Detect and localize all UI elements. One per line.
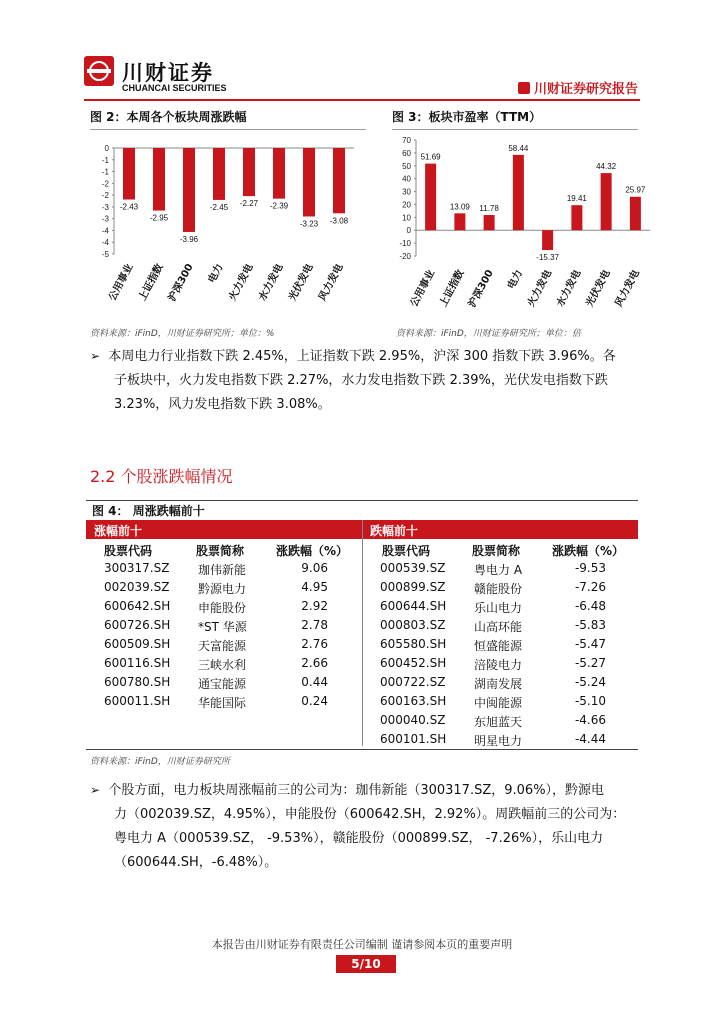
y-tick-label: 70: [402, 136, 411, 145]
gainer-name: 三峡水利: [198, 658, 247, 672]
y-tick-label: 0: [104, 144, 109, 153]
data-label: -3.08: [329, 216, 349, 226]
category-label: 电力: [505, 268, 526, 292]
data-label: -15.37: [536, 253, 559, 263]
gainer-code: 300317.SZ: [104, 561, 170, 575]
bullet-arrow-icon: ➢: [90, 783, 101, 797]
data-label: -2.39: [269, 201, 289, 211]
figure2-chart: [86, 132, 368, 322]
y-tick-label: -4: [101, 226, 109, 236]
loser-code: 605580.SH: [380, 637, 447, 651]
gainer-change: 0.44: [301, 675, 328, 689]
y-tick-label: 50: [402, 161, 411, 171]
bar: [123, 148, 135, 200]
paragraph-stock-summary: [90, 778, 650, 875]
bar: [601, 173, 612, 230]
para1-line1: 本周电力行业指数下跌 2.45%，上证指数下跌 2.95%，沪深 300 指数下跌 3.96%。各: [108, 349, 616, 364]
bar: [213, 148, 225, 200]
company-logo-icon: [84, 56, 114, 86]
y-tick-label: -1: [101, 167, 109, 177]
gainer-name: 申能股份: [198, 601, 247, 615]
gainer-name: 通宝能源: [198, 677, 247, 691]
data-label: 51.69: [420, 152, 441, 162]
y-tick-label: 40: [402, 174, 411, 184]
bar: [630, 197, 641, 230]
data-label: -2.43: [119, 202, 139, 212]
loser-name: 乐山电力: [474, 601, 523, 615]
table-bottom-rule: [86, 749, 638, 750]
loser-name: 山高环能: [474, 620, 523, 634]
data-label: -2.95: [149, 213, 169, 223]
page-number: 5/10: [336, 955, 396, 973]
category-label: 公用事业: [107, 262, 136, 303]
gainer-change: 2.66: [301, 656, 328, 670]
category-label: 火力发电: [525, 268, 555, 309]
loser-name: 涪陵电力: [474, 658, 523, 672]
data-label: 44.32: [596, 162, 617, 172]
y-tick-label: -4: [101, 238, 109, 248]
data-label: -2.45: [209, 202, 229, 212]
header-divider: [84, 99, 640, 101]
bar: [425, 164, 436, 231]
bar: [542, 230, 553, 250]
data-label: 25.97: [625, 185, 646, 195]
loser-change: -5.83: [574, 618, 606, 632]
gainer-code: 600116.SH: [104, 656, 171, 670]
category-label: 火力发电: [227, 262, 256, 303]
bar: [243, 148, 255, 196]
loser-change: -4.44: [574, 732, 606, 746]
loser-name: 中闽能源: [474, 696, 523, 710]
y-tick-label: -2: [101, 191, 109, 201]
data-label: 19.41: [566, 194, 587, 204]
gainer-name: 华能国际: [198, 696, 247, 710]
bar: [513, 155, 524, 230]
bar: [571, 205, 582, 230]
loser-code: 600644.SH: [380, 599, 447, 613]
gainer-change: 4.95: [301, 580, 328, 594]
table-top-rule: [86, 500, 638, 501]
y-tick-label: -20: [399, 252, 411, 261]
figure2-title: 图 2：本周各个板块周涨跌幅: [90, 108, 366, 130]
y-tick-label: 10: [402, 213, 411, 223]
loser-name: 湖南发展: [474, 677, 523, 691]
gainer-name: 珈伟新能: [198, 563, 247, 577]
gainer-code: 600726.SH: [104, 618, 171, 632]
para2-line1: 个股方面，电力板块周涨幅前三的公司为：珈伟新能（300317.SZ，9.06%），黔源电: [108, 783, 605, 798]
bar: [333, 148, 345, 213]
y-tick-label: -3: [101, 214, 109, 224]
y-tick-label: -10: [399, 239, 411, 249]
y-tick-label: 0: [406, 226, 411, 236]
bullet-arrow-icon: ➢: [90, 349, 101, 363]
report-label: [518, 78, 638, 97]
loser-name: 赣能股份: [474, 582, 523, 596]
category-label: 水力发电: [555, 268, 584, 309]
loser-code: 000722.SZ: [380, 675, 446, 689]
gainers-header-code: 股票代码: [104, 544, 153, 558]
loser-change: -6.48: [574, 599, 606, 613]
para2-line2: 力（002039.SZ，4.95%），申能股份（600642.SH，2.92%）。周跌幅前三的公司为：: [114, 807, 626, 822]
bar: [303, 148, 315, 216]
y-tick-label: -2: [101, 179, 109, 189]
para1-line3: 3.23%，风力发电指数下跌 3.08%。: [114, 397, 331, 412]
loser-code: 000803.SZ: [380, 618, 446, 632]
bar: [183, 148, 195, 232]
gainers-title: 涨幅前十: [94, 524, 143, 538]
category-label: 沪深300: [466, 268, 496, 310]
category-label: 风力发电: [317, 262, 346, 303]
figure2-source: 资料来源：iFinD，川财证券研究所；单位：%: [90, 329, 275, 339]
category-label: 上证指数: [438, 268, 467, 309]
category-label: 电力: [206, 262, 226, 286]
loser-name: 明星电力: [474, 734, 523, 748]
company-name-cn: 川财证券: [122, 61, 214, 85]
y-tick-label: -5: [101, 250, 109, 259]
company-name-en: CHUANCAI SECURITIES: [122, 83, 227, 93]
gainer-change: 2.76: [301, 637, 328, 651]
y-tick-label: -1: [101, 155, 109, 165]
category-label: 光伏发电: [287, 262, 316, 303]
figure4-source: 资料来源：iFinD，川财证券研究所: [90, 757, 230, 767]
loser-name: 恒盛能源: [474, 639, 523, 653]
data-label: 11.78: [479, 204, 499, 214]
loser-change: -5.47: [574, 637, 606, 651]
figure3-title: 图 3：板块市盈率（TTM）: [392, 108, 638, 130]
y-tick-label: 60: [402, 148, 411, 158]
bar: [484, 215, 495, 230]
loser-code: 000539.SZ: [380, 561, 446, 575]
losers-title: 跌幅前十: [370, 524, 419, 538]
loser-code: 600163.SH: [380, 694, 447, 708]
gainer-name: 黔源电力: [198, 582, 247, 596]
gainer-name: 天富能源: [198, 639, 247, 653]
table-center-divider: [362, 520, 363, 746]
para2-line3: 粤电力 A（000539.SZ， -9.53%），赣能股份（000899.SZ， -7.26%），乐山电力: [114, 831, 604, 846]
bar: [273, 148, 285, 199]
section-title: 2.2 个股涨跌幅情况: [90, 467, 233, 486]
category-label: 公用事业: [408, 268, 438, 309]
report-label-text: 川财证券研究报告: [533, 82, 638, 97]
gainer-code: 002039.SZ: [104, 580, 170, 594]
para2-line4: （600644.SH，-6.48%）。: [114, 855, 278, 870]
bar: [153, 148, 165, 211]
gainer-change: 2.78: [301, 618, 328, 632]
loser-change: -5.27: [574, 656, 606, 670]
report-logo-icon: [518, 82, 530, 94]
gainers-header-name: 股票简称: [196, 544, 245, 558]
figure3-chart: [388, 132, 650, 322]
y-tick-label: -3: [101, 202, 109, 212]
category-label: 上证指数: [137, 262, 166, 303]
bar: [454, 213, 465, 230]
data-label: -2.27: [239, 199, 259, 209]
loser-name: 粤电力 A: [474, 563, 523, 577]
loser-name: 东旭蓝天: [474, 715, 523, 729]
gainer-change: 9.06: [301, 561, 328, 575]
loser-code: 600452.SH: [380, 656, 447, 670]
category-label: 水力发电: [257, 262, 286, 303]
gainer-change: 2.92: [301, 599, 328, 613]
losers-header-change: 涨跌幅（%）: [552, 544, 625, 558]
losers-header-code: 股票代码: [382, 544, 431, 558]
gainer-name: *ST 华源: [198, 620, 247, 634]
loser-change: -5.24: [574, 675, 606, 689]
gainers-header-change: 涨跌幅（%）: [276, 544, 349, 558]
y-tick-label: 30: [402, 187, 411, 197]
category-label: 风力发电: [613, 268, 643, 309]
para1-line2: 子板块中，火力发电指数下跌 2.27%，水力发电指数下跌 2.39%，光伏发电指数下跌: [114, 373, 608, 388]
loser-change: -7.26: [574, 580, 606, 594]
figure4-title: 图 4： 周涨跌幅前十: [92, 504, 205, 518]
category-label: 沪深300: [166, 262, 196, 304]
gainer-code: 600011.SH: [104, 694, 171, 708]
data-label: 13.09: [449, 202, 470, 212]
loser-change: -9.53: [574, 561, 606, 575]
losers-header-name: 股票简称: [472, 544, 521, 558]
data-label: -3.96: [179, 234, 199, 244]
figure3-source: 资料来源：iFinD，川财证券研究所；单位：倍: [396, 329, 581, 339]
loser-change: -5.10: [574, 694, 606, 708]
loser-code: 000040.SZ: [380, 713, 446, 727]
gainer-code: 600642.SH: [104, 599, 171, 613]
gainer-code: 600780.SH: [104, 675, 171, 689]
y-tick-label: 20: [402, 200, 411, 210]
loser-code: 000899.SZ: [380, 580, 446, 594]
footer-disclaimer: 本报告由川财证券有限责任公司编制 谨请参阅本页的重要声明: [211, 938, 513, 951]
data-label: 58.44: [508, 143, 529, 153]
loser-code: 600101.SH: [380, 732, 447, 746]
paragraph-sector-summary: [90, 344, 650, 417]
data-label: -3.23: [299, 219, 319, 229]
gainer-change: 0.24: [301, 694, 328, 708]
category-label: 光伏发电: [584, 268, 613, 309]
loser-change: -4.66: [574, 713, 606, 727]
gainer-code: 600509.SH: [104, 637, 171, 651]
